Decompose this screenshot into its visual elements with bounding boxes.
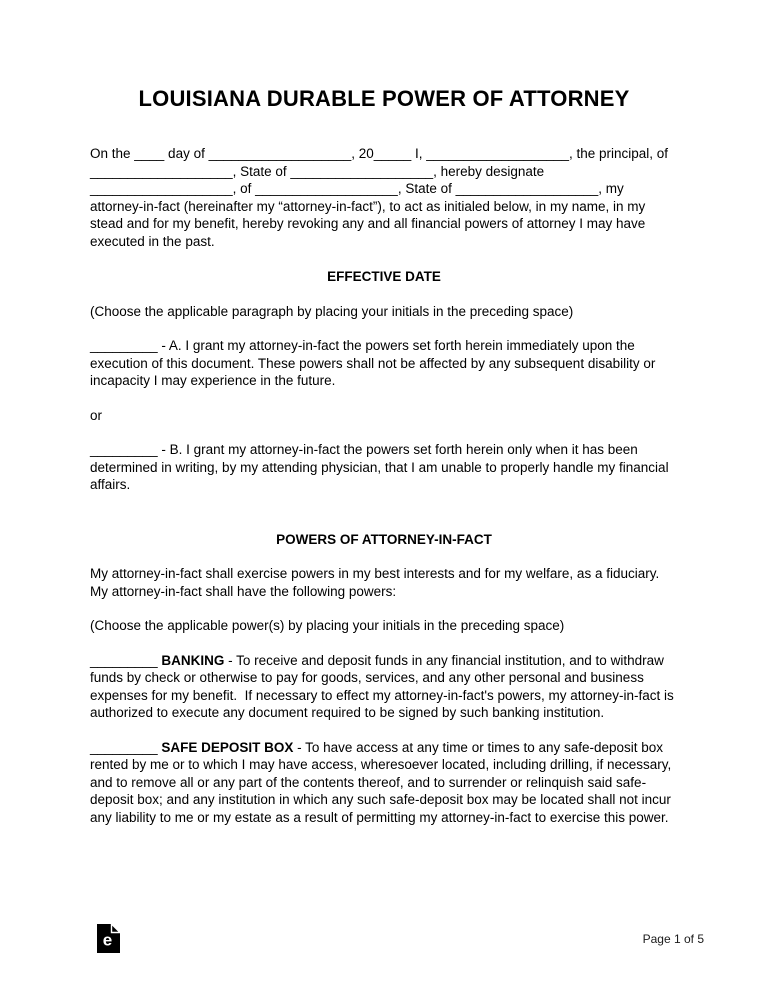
option-separator: or xyxy=(90,407,103,423)
effective-date-heading: EFFECTIVE DATE xyxy=(327,269,441,284)
power-term-banking: BANKING xyxy=(161,652,225,668)
power-term-safe-deposit: SAFE DEPOSIT BOX xyxy=(161,739,294,755)
eforms-document-logo-icon xyxy=(97,924,120,953)
initials-blank-banking: _________ xyxy=(90,652,162,668)
power-item-safe-deposit-box xyxy=(90,739,678,827)
logo-letter: e xyxy=(102,930,113,950)
initials-blank-safe-deposit: _________ xyxy=(90,739,162,755)
powers-instruction: (Choose the applicable power(s) by placing your initials in the preceding space) xyxy=(90,618,565,633)
powers-heading: POWERS OF ATTORNEY-IN-FACT xyxy=(276,531,492,547)
power-text-safe-deposit: - To have access at any time or times to any safe-deposit box rented by me or to which I may have access, wheresoever located, including drilling, if necessary, and to remove all or any part of the contents thereof, and to surrender or relinquish said safe-deposit box; and any institution in which any such safe-deposit box may be located shall not incur any liability to me or my estate as a result of permitting my attorney-in-fact to exercise this power. xyxy=(90,739,676,825)
power-item-banking xyxy=(90,652,678,722)
option-a-paragraph: _________ - A. I grant my attorney-in-fact the powers set forth herein immediately upon the execution of this document. These powers shall not be affected by any subsequent disability or incapacity I may experience in the future. xyxy=(90,338,660,388)
document-title: LOUISIANA DURABLE POWER OF ATTORNEY xyxy=(138,86,630,111)
page-number: Page 1 of 5 xyxy=(642,932,704,946)
option-b-paragraph: _________ - B. I grant my attorney-in-fact the powers set forth herein only when it has been determined in writing, by my attending physician, that I am unable to properly handle my financial affairs. xyxy=(90,442,673,492)
powers-intro-paragraph: My attorney-in-fact shall exercise powers in my best interests and for my welfare, as a fiduciary. My attorney-in-fact shall have the following powers: xyxy=(90,566,663,599)
intro-paragraph: On the ____ day of ___________________, 20_____ I, ___________________, the principal, of ___________________, State of ___________________, hereby designate ___________________, of ___________________, State of ___________________, my attorney-in-fact (hereinafter my “attorney-in-fact”), to act as initialed below, in my name, in my stead and for my benefit, hereby revoking any and all financial powers of attorney I may have executed in the past. xyxy=(90,146,672,249)
effective-date-instruction: (Choose the applicable paragraph by placing your initials in the preceding space) xyxy=(90,303,574,319)
power-text-banking: - To receive and deposit funds in any financial institution, and to withdraw funds by check or otherwise to pay for goods, services, and any other personal and business expenses for my benefit. If necessary to effect my attorney-in-fact's powers, my attorney-in-fact is authorized to execute any document required to be signed by such banking institution. xyxy=(90,652,678,720)
